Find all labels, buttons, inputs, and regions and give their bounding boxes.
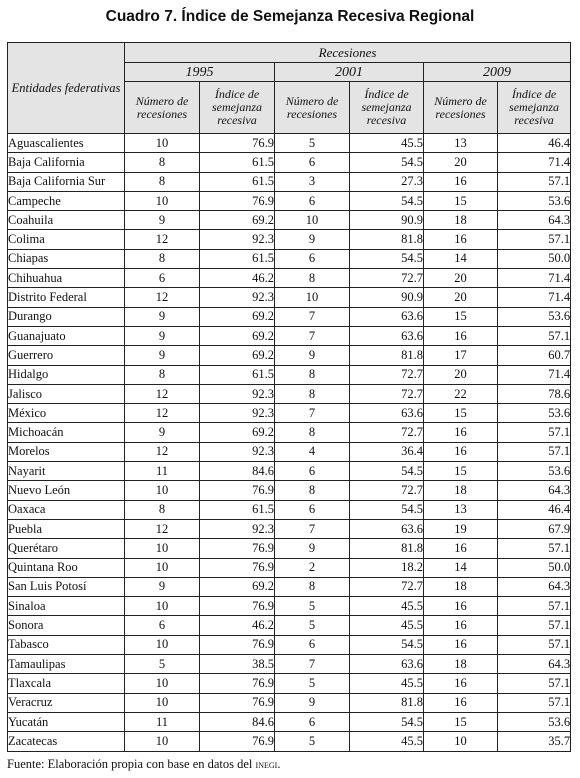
index-1995-cell: 84.6	[200, 462, 275, 481]
index-1995-cell: 69.2	[200, 307, 275, 326]
index-2009-cell: 71.4	[498, 365, 571, 384]
count-2009-cell: 19	[424, 519, 498, 538]
index-2001-cell: 72.7	[350, 269, 424, 288]
index-2001-cell: 45.5	[350, 616, 424, 635]
count-2001-cell: 7	[275, 404, 350, 423]
index-2001-cell: 45.5	[350, 732, 424, 751]
index-2001-cell: 63.6	[350, 326, 424, 345]
state-cell: Chiapas	[8, 249, 125, 268]
count-2009-cell: 16	[424, 172, 498, 191]
count-2009-cell: 20	[424, 269, 498, 288]
index-2009-cell: 46.4	[498, 134, 571, 153]
count-2001-cell: 7	[275, 655, 350, 674]
index-1995-cell: 46.2	[200, 616, 275, 635]
count-1995-cell: 10	[125, 191, 200, 210]
count-1995-cell: 10	[125, 674, 200, 693]
table-row	[8, 365, 571, 384]
index-2001-cell: 54.5	[350, 462, 424, 481]
state-cell: Zacatecas	[8, 732, 125, 751]
count-1995-cell: 9	[125, 577, 200, 596]
index-2001-cell: 45.5	[350, 597, 424, 616]
table-row	[8, 519, 571, 538]
index-1995-cell: 92.3	[200, 384, 275, 403]
count-1995-cell: 10	[125, 635, 200, 654]
count-2009-cell: 14	[424, 249, 498, 268]
index-1995-cell: 61.5	[200, 500, 275, 519]
index-2009-cell: 71.4	[498, 288, 571, 307]
index-2001-cell: 54.5	[350, 635, 424, 654]
index-2001-cell: 45.5	[350, 134, 424, 153]
state-cell: Hidalgo	[8, 365, 125, 384]
count-1995-cell: 9	[125, 307, 200, 326]
count-2001-cell: 8	[275, 481, 350, 500]
table-row	[8, 442, 571, 461]
state-cell: Oaxaca	[8, 500, 125, 519]
index-2009-cell: 53.6	[498, 307, 571, 326]
count-1995-cell: 12	[125, 519, 200, 538]
count-header: Número de recesiones	[125, 82, 200, 134]
source-note	[7, 757, 280, 772]
count-1995-cell: 10	[125, 558, 200, 577]
count-2009-cell: 14	[424, 558, 498, 577]
index-1995-cell: 76.9	[200, 597, 275, 616]
table-row	[8, 134, 571, 153]
index-2001-cell: 72.7	[350, 384, 424, 403]
state-cell: Nayarit	[8, 462, 125, 481]
count-header: Número de recesiones	[275, 82, 350, 134]
state-cell: Guerrero	[8, 346, 125, 365]
index-1995-cell: 61.5	[200, 172, 275, 191]
count-2009-cell: 16	[424, 539, 498, 558]
count-2001-cell: 7	[275, 326, 350, 345]
index-2001-cell: 90.9	[350, 211, 424, 230]
year-header-2001: 2001	[275, 63, 424, 82]
count-2001-cell: 8	[275, 423, 350, 442]
index-2009-cell: 50.0	[498, 558, 571, 577]
state-cell: Michoacán	[8, 423, 125, 442]
table-row	[8, 539, 571, 558]
count-1995-cell: 8	[125, 172, 200, 191]
index-1995-cell: 92.3	[200, 519, 275, 538]
count-1995-cell: 11	[125, 712, 200, 731]
count-2001-cell: 5	[275, 674, 350, 693]
index-1995-cell: 76.9	[200, 134, 275, 153]
index-2001-cell: 27.3	[350, 172, 424, 191]
recession-table	[7, 42, 571, 752]
count-1995-cell: 8	[125, 153, 200, 172]
state-cell: Coahuila	[8, 211, 125, 230]
state-cell: Jalisco	[8, 384, 125, 403]
index-1995-cell: 84.6	[200, 712, 275, 731]
index-1995-cell: 76.9	[200, 732, 275, 751]
index-1995-cell: 76.9	[200, 635, 275, 654]
index-1995-cell: 76.9	[200, 539, 275, 558]
index-2009-cell: 57.1	[498, 597, 571, 616]
count-2001-cell: 8	[275, 384, 350, 403]
count-1995-cell: 9	[125, 326, 200, 345]
count-2001-cell: 6	[275, 500, 350, 519]
index-2009-cell: 57.1	[498, 442, 571, 461]
index-1995-cell: 61.5	[200, 365, 275, 384]
count-1995-cell: 10	[125, 539, 200, 558]
index-2001-cell: 81.8	[350, 346, 424, 365]
table-row	[8, 423, 571, 442]
index-2001-cell: 81.8	[350, 693, 424, 712]
count-1995-cell: 6	[125, 616, 200, 635]
count-2009-cell: 13	[424, 500, 498, 519]
state-cell: Yucatán	[8, 712, 125, 731]
state-cell: Distrito Federal	[8, 288, 125, 307]
index-1995-cell: 76.9	[200, 693, 275, 712]
count-2009-cell: 15	[424, 191, 498, 210]
index-2009-cell: 53.6	[498, 712, 571, 731]
count-2009-cell: 16	[424, 693, 498, 712]
index-header: Índice de semejanza recesiva	[498, 82, 571, 134]
index-header: Índice de semejanza recesiva	[350, 82, 424, 134]
index-2009-cell: 57.1	[498, 616, 571, 635]
index-1995-cell: 76.9	[200, 191, 275, 210]
table-title: Cuadro 7. Índice de Semejanza Recesiva Regional	[105, 8, 475, 25]
count-2009-cell: 16	[424, 674, 498, 693]
count-2009-cell: 20	[424, 365, 498, 384]
index-1995-cell: 92.3	[200, 230, 275, 249]
count-1995-cell: 10	[125, 481, 200, 500]
count-2001-cell: 7	[275, 519, 350, 538]
index-2009-cell: 60.7	[498, 346, 571, 365]
index-2001-cell: 90.9	[350, 288, 424, 307]
count-2001-cell: 10	[275, 288, 350, 307]
state-cell: Puebla	[8, 519, 125, 538]
index-1995-cell: 92.3	[200, 404, 275, 423]
index-2001-cell: 63.6	[350, 307, 424, 326]
count-2009-cell: 15	[424, 462, 498, 481]
count-2001-cell: 6	[275, 249, 350, 268]
count-1995-cell: 9	[125, 211, 200, 230]
count-2009-cell: 20	[424, 153, 498, 172]
count-2009-cell: 18	[424, 577, 498, 596]
table-row	[8, 307, 571, 326]
table-row	[8, 288, 571, 307]
index-2009-cell: 57.1	[498, 172, 571, 191]
state-cell: Baja California Sur	[8, 172, 125, 191]
state-cell: Veracruz	[8, 693, 125, 712]
index-1995-cell: 92.3	[200, 288, 275, 307]
count-2001-cell: 8	[275, 269, 350, 288]
table-row	[8, 732, 571, 751]
index-2009-cell: 57.1	[498, 693, 571, 712]
count-2009-cell: 17	[424, 346, 498, 365]
table-row	[8, 404, 571, 423]
count-1995-cell: 12	[125, 230, 200, 249]
count-2001-cell: 5	[275, 732, 350, 751]
index-2001-cell: 18.2	[350, 558, 424, 577]
index-2009-cell: 64.3	[498, 577, 571, 596]
index-2009-cell: 57.1	[498, 423, 571, 442]
year-header-1995: 1995	[125, 63, 275, 82]
index-2001-cell: 54.5	[350, 153, 424, 172]
table-row	[8, 481, 571, 500]
count-2001-cell: 7	[275, 307, 350, 326]
count-2001-cell: 5	[275, 134, 350, 153]
source-org: inegi	[255, 759, 278, 771]
index-2001-cell: 63.6	[350, 655, 424, 674]
state-cell: Aguascalientes	[8, 134, 125, 153]
count-1995-cell: 12	[125, 442, 200, 461]
index-2001-cell: 54.5	[350, 249, 424, 268]
state-cell: Colima	[8, 230, 125, 249]
index-2001-cell: 45.5	[350, 674, 424, 693]
index-1995-cell: 69.2	[200, 346, 275, 365]
count-2001-cell: 6	[275, 153, 350, 172]
index-2001-cell: 72.7	[350, 577, 424, 596]
count-2001-cell: 6	[275, 191, 350, 210]
count-2001-cell: 6	[275, 712, 350, 731]
count-1995-cell: 10	[125, 732, 200, 751]
index-2001-cell: 36.4	[350, 442, 424, 461]
table-row	[8, 153, 571, 172]
table-body	[8, 134, 571, 752]
table-row	[8, 597, 571, 616]
count-2001-cell: 9	[275, 346, 350, 365]
count-2009-cell: 10	[424, 732, 498, 751]
count-2009-cell: 13	[424, 134, 498, 153]
index-2009-cell: 71.4	[498, 153, 571, 172]
index-2001-cell: 81.8	[350, 230, 424, 249]
index-2009-cell: 53.6	[498, 191, 571, 210]
count-2009-cell: 20	[424, 288, 498, 307]
count-1995-cell: 5	[125, 655, 200, 674]
state-cell: Tamaulipas	[8, 655, 125, 674]
count-1995-cell: 8	[125, 249, 200, 268]
index-2009-cell: 57.1	[498, 326, 571, 345]
count-2001-cell: 6	[275, 635, 350, 654]
index-1995-cell: 76.9	[200, 674, 275, 693]
year-header-2009: 2009	[424, 63, 571, 82]
table-row	[8, 172, 571, 191]
table-row	[8, 558, 571, 577]
table-row	[8, 693, 571, 712]
index-1995-cell: 76.9	[200, 558, 275, 577]
index-2001-cell: 72.7	[350, 423, 424, 442]
state-cell: México	[8, 404, 125, 423]
count-1995-cell: 10	[125, 693, 200, 712]
table-row	[8, 211, 571, 230]
table-row	[8, 462, 571, 481]
table-row	[8, 384, 571, 403]
index-1995-cell: 92.3	[200, 442, 275, 461]
table-row	[8, 230, 571, 249]
count-2001-cell: 10	[275, 211, 350, 230]
state-cell: Campeche	[8, 191, 125, 210]
state-cell: Sonora	[8, 616, 125, 635]
count-2009-cell: 18	[424, 655, 498, 674]
index-header: Índice de semejanza recesiva	[200, 82, 275, 134]
state-cell: San Luis Potosí	[8, 577, 125, 596]
index-2009-cell: 46.4	[498, 500, 571, 519]
count-1995-cell: 6	[125, 269, 200, 288]
source-prefix: Fuente: Elaboración propia con base en datos del	[7, 757, 256, 771]
source-suffix: .	[277, 757, 281, 771]
count-2001-cell: 6	[275, 462, 350, 481]
count-2009-cell: 22	[424, 384, 498, 403]
index-2001-cell: 81.8	[350, 539, 424, 558]
count-2009-cell: 15	[424, 712, 498, 731]
count-1995-cell: 12	[125, 288, 200, 307]
index-2009-cell: 50.0	[498, 249, 571, 268]
index-2009-cell: 64.3	[498, 655, 571, 674]
index-2001-cell: 63.6	[350, 404, 424, 423]
count-2009-cell: 16	[424, 597, 498, 616]
state-cell: Baja California	[8, 153, 125, 172]
index-2009-cell: 71.4	[498, 269, 571, 288]
table-row	[8, 249, 571, 268]
count-2001-cell: 4	[275, 442, 350, 461]
index-2009-cell: 53.6	[498, 462, 571, 481]
index-2001-cell: 63.6	[350, 519, 424, 538]
table-row	[8, 674, 571, 693]
index-2001-cell: 54.5	[350, 191, 424, 210]
state-cell: Querétaro	[8, 539, 125, 558]
index-1995-cell: 69.2	[200, 326, 275, 345]
count-2001-cell: 2	[275, 558, 350, 577]
index-1995-cell: 69.2	[200, 577, 275, 596]
state-cell: Sinaloa	[8, 597, 125, 616]
count-1995-cell: 11	[125, 462, 200, 481]
index-2009-cell: 57.1	[498, 635, 571, 654]
count-1995-cell: 10	[125, 134, 200, 153]
count-2009-cell: 16	[424, 423, 498, 442]
state-cell: Nuevo León	[8, 481, 125, 500]
count-2009-cell: 16	[424, 616, 498, 635]
index-2001-cell: 72.7	[350, 481, 424, 500]
index-2001-cell: 54.5	[350, 712, 424, 731]
table-row	[8, 655, 571, 674]
count-2001-cell: 9	[275, 539, 350, 558]
index-1995-cell: 46.2	[200, 269, 275, 288]
index-2009-cell: 57.1	[498, 230, 571, 249]
table-row	[8, 635, 571, 654]
index-2009-cell: 53.6	[498, 404, 571, 423]
count-2009-cell: 18	[424, 481, 498, 500]
count-2001-cell: 5	[275, 616, 350, 635]
index-2009-cell: 57.1	[498, 674, 571, 693]
index-2009-cell: 78.6	[498, 384, 571, 403]
state-cell: Durango	[8, 307, 125, 326]
state-cell: Guanajuato	[8, 326, 125, 345]
index-2009-cell: 64.3	[498, 481, 571, 500]
index-1995-cell: 61.5	[200, 249, 275, 268]
table-row	[8, 616, 571, 635]
count-1995-cell: 9	[125, 423, 200, 442]
table-row	[8, 577, 571, 596]
index-2009-cell: 64.3	[498, 211, 571, 230]
state-cell: Quintana Roo	[8, 558, 125, 577]
entity-header: Entidades federativas	[8, 43, 125, 134]
table-row	[8, 191, 571, 210]
table-row	[8, 500, 571, 519]
count-2001-cell: 9	[275, 230, 350, 249]
index-1995-cell: 69.2	[200, 423, 275, 442]
index-2009-cell: 35.7	[498, 732, 571, 751]
index-1995-cell: 76.9	[200, 481, 275, 500]
index-2001-cell: 54.5	[350, 500, 424, 519]
count-2009-cell: 15	[424, 307, 498, 326]
index-2001-cell: 72.7	[350, 365, 424, 384]
count-2001-cell: 9	[275, 693, 350, 712]
index-1995-cell: 61.5	[200, 153, 275, 172]
count-1995-cell: 12	[125, 384, 200, 403]
count-2009-cell: 15	[424, 404, 498, 423]
state-cell: Tlaxcala	[8, 674, 125, 693]
table-row	[8, 326, 571, 345]
count-2009-cell: 16	[424, 326, 498, 345]
count-1995-cell: 12	[125, 404, 200, 423]
count-2009-cell: 16	[424, 442, 498, 461]
index-2009-cell: 67.9	[498, 519, 571, 538]
index-1995-cell: 38.5	[200, 655, 275, 674]
table-row	[8, 269, 571, 288]
count-2009-cell: 18	[424, 211, 498, 230]
count-2001-cell: 8	[275, 365, 350, 384]
index-2009-cell: 57.1	[498, 539, 571, 558]
table-row	[8, 346, 571, 365]
state-cell: Morelos	[8, 442, 125, 461]
recessions-header: Recesiones	[125, 43, 571, 63]
count-2001-cell: 8	[275, 577, 350, 596]
count-2009-cell: 16	[424, 635, 498, 654]
state-cell: Chihuahua	[8, 269, 125, 288]
count-1995-cell: 8	[125, 500, 200, 519]
count-header: Número de recesiones	[424, 82, 498, 134]
count-1995-cell: 9	[125, 346, 200, 365]
state-cell: Tabasco	[8, 635, 125, 654]
count-1995-cell: 10	[125, 597, 200, 616]
count-1995-cell: 8	[125, 365, 200, 384]
count-2009-cell: 16	[424, 230, 498, 249]
count-2001-cell: 5	[275, 597, 350, 616]
count-2001-cell: 3	[275, 172, 350, 191]
index-1995-cell: 69.2	[200, 211, 275, 230]
table-row	[8, 712, 571, 731]
